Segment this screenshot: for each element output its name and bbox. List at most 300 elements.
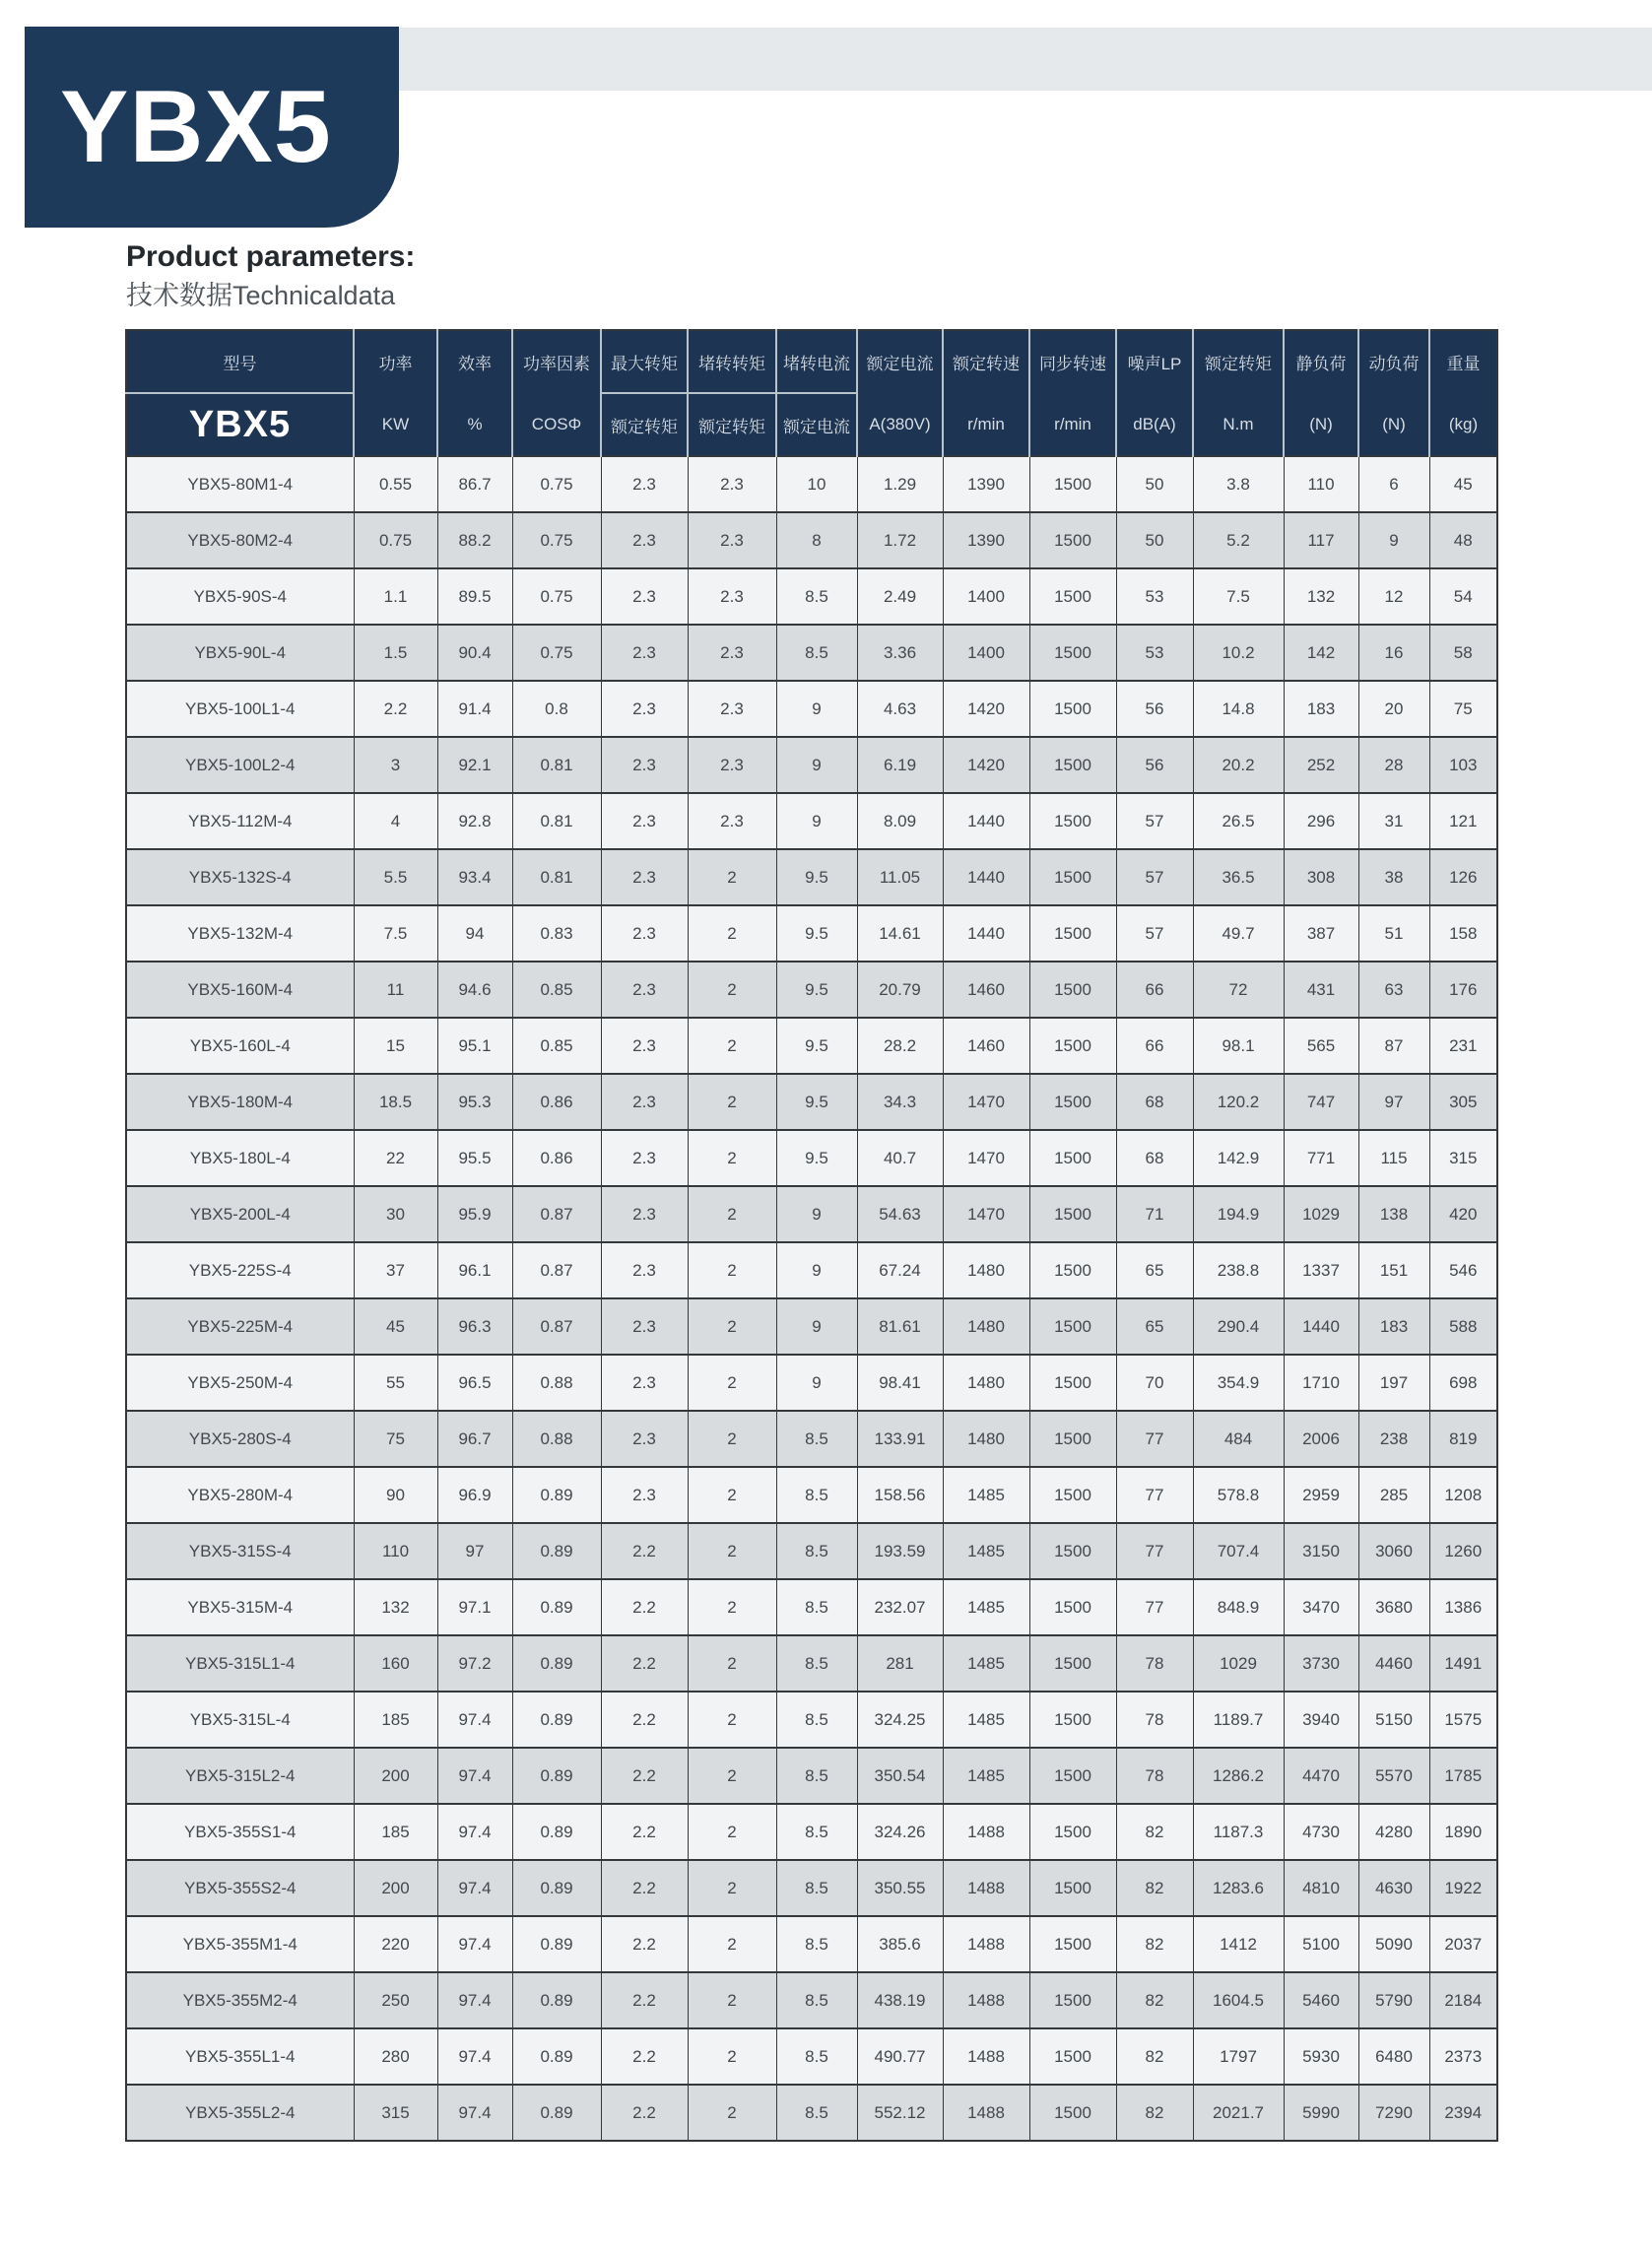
value-cell: 2 [688,1692,776,1748]
value-cell: 4 [354,793,437,849]
value-cell: 126 [1429,849,1497,905]
series-logo-text: YBX5 [60,70,332,184]
value-cell: 2 [688,1579,776,1635]
col-unit-14: (kg) [1429,393,1497,456]
model-cell: YBX5-315L-4 [126,1692,354,1748]
value-cell: 0.85 [512,962,601,1018]
value-cell: 2.3 [601,1186,688,1242]
value-cell: 53 [1116,625,1193,681]
value-cell: 1480 [943,1242,1029,1298]
table-row [126,962,1497,1018]
value-cell: 1485 [943,1579,1029,1635]
value-cell: 1797 [1193,2028,1284,2085]
model-cell: YBX5-90S-4 [126,568,354,625]
value-cell: 6 [1358,456,1429,512]
value-cell: 1485 [943,1467,1029,1523]
value-cell: 1420 [943,681,1029,737]
value-cell: 698 [1429,1355,1497,1411]
value-cell: 8.5 [776,1579,857,1635]
value-cell: 350.55 [857,1860,943,1916]
value-cell: 2 [688,2085,776,2141]
value-cell: 28 [1358,737,1429,793]
value-cell: 315 [354,2085,437,2141]
value-cell: 93.4 [437,849,512,905]
value-cell: 238.8 [1193,1242,1284,1298]
value-cell: 1500 [1029,905,1116,962]
value-cell: 90 [354,1467,437,1523]
value-cell: 1440 [943,793,1029,849]
value-cell: 57 [1116,849,1193,905]
value-cell: 0.75 [512,456,601,512]
value-cell: 4810 [1284,1860,1358,1916]
value-cell: 1386 [1429,1579,1497,1635]
value-cell: 1500 [1029,1242,1116,1298]
value-cell: 96.7 [437,1411,512,1467]
value-cell: 185 [354,1692,437,1748]
value-cell: 115 [1358,1130,1429,1186]
model-cell: YBX5-180L-4 [126,1130,354,1186]
value-cell: 132 [1284,568,1358,625]
col-unit-5: 额定转矩 [688,393,776,456]
value-cell: 96.5 [437,1355,512,1411]
value-cell: 4630 [1358,1860,1429,1916]
value-cell: 142 [1284,625,1358,681]
value-cell: 9.5 [776,849,857,905]
value-cell: 9 [776,1186,857,1242]
value-cell: 2.2 [354,681,437,737]
value-cell: 3.8 [1193,456,1284,512]
value-cell: 1.72 [857,512,943,568]
model-cell: YBX5-80M2-4 [126,512,354,568]
value-cell: 2 [688,1074,776,1130]
value-cell: 7.5 [354,905,437,962]
model-cell: YBX5-112M-4 [126,793,354,849]
value-cell: 68 [1116,1130,1193,1186]
value-cell: 8.5 [776,1523,857,1579]
value-cell: 95.1 [437,1018,512,1074]
value-cell: 0.89 [512,1635,601,1692]
model-cell: YBX5-355S2-4 [126,1860,354,1916]
col-header-0: 型号 [126,330,354,393]
value-cell: 65 [1116,1298,1193,1355]
value-cell: 5.2 [1193,512,1284,568]
value-cell: 1260 [1429,1523,1497,1579]
value-cell: 2.2 [601,1579,688,1635]
value-cell: 771 [1284,1130,1358,1186]
value-cell: 9.5 [776,1074,857,1130]
value-cell: 2 [688,1298,776,1355]
value-cell: 2.3 [601,1467,688,1523]
value-cell: 1412 [1193,1916,1284,1972]
value-cell: 185 [354,1804,437,1860]
value-cell: 8.5 [776,1467,857,1523]
value-cell: 78 [1116,1748,1193,1804]
value-cell: 97 [437,1523,512,1579]
value-cell: 1500 [1029,625,1116,681]
value-cell: 1500 [1029,1804,1116,1860]
value-cell: 20 [1358,681,1429,737]
value-cell: 2.3 [601,737,688,793]
value-cell: 1500 [1029,1186,1116,1242]
value-cell: 1187.3 [1193,1804,1284,1860]
value-cell: 2.2 [601,1804,688,1860]
value-cell: 2006 [1284,1411,1358,1467]
model-cell: YBX5-200L-4 [126,1186,354,1242]
value-cell: 5990 [1284,2085,1358,2141]
value-cell: 1400 [943,625,1029,681]
series-logo-block [25,27,399,228]
value-cell: 0.88 [512,1411,601,1467]
value-cell: 160 [354,1635,437,1692]
model-cell: YBX5-315L1-4 [126,1635,354,1692]
value-cell: 96.1 [437,1242,512,1298]
table-row [126,1972,1497,2028]
value-cell: 197 [1358,1355,1429,1411]
value-cell: 110 [1284,456,1358,512]
value-cell: 11.05 [857,849,943,905]
col-unit-3: COSΦ [512,393,601,456]
col-header-8: 额定转速 [943,330,1029,393]
value-cell: 220 [354,1916,437,1972]
value-cell: 98.41 [857,1355,943,1411]
value-cell: 2.3 [601,793,688,849]
value-cell: 2.3 [688,512,776,568]
value-cell: 2.2 [601,1692,688,1748]
value-cell: 77 [1116,1579,1193,1635]
value-cell: 54 [1429,568,1497,625]
value-cell: 238 [1358,1411,1429,1467]
value-cell: 707.4 [1193,1523,1284,1579]
model-cell: YBX5-355M1-4 [126,1916,354,1972]
value-cell: 1189.7 [1193,1692,1284,1748]
value-cell: 8.5 [776,1748,857,1804]
value-cell: 1488 [943,1916,1029,1972]
value-cell: 1500 [1029,456,1116,512]
value-cell: 183 [1284,681,1358,737]
table-row [126,1860,1497,1916]
model-cell: YBX5-355L1-4 [126,2028,354,2085]
value-cell: 71 [1116,1186,1193,1242]
col-unit-12: (N) [1284,393,1358,456]
value-cell: 2 [688,905,776,962]
col-unit-9: r/min [1029,393,1116,456]
value-cell: 1485 [943,1692,1029,1748]
value-cell: 0.55 [354,456,437,512]
value-cell: 138 [1358,1186,1429,1242]
value-cell: 2.3 [601,1242,688,1298]
value-cell: 2.3 [688,625,776,681]
value-cell: 2 [688,1242,776,1298]
col-header-13: 动负荷 [1358,330,1429,393]
value-cell: 484 [1193,1411,1284,1467]
value-cell: 2.3 [688,568,776,625]
value-cell: 8.5 [776,568,857,625]
col-header-7: 额定电流 [857,330,943,393]
value-cell: 50 [1116,512,1193,568]
value-cell: 2 [688,1411,776,1467]
table-row [126,1523,1497,1579]
value-cell: 97.1 [437,1579,512,1635]
value-cell: 4460 [1358,1635,1429,1692]
value-cell: 5090 [1358,1916,1429,1972]
value-cell: 82 [1116,1804,1193,1860]
value-cell: 232.07 [857,1579,943,1635]
value-cell: 45 [1429,456,1497,512]
value-cell: 1500 [1029,793,1116,849]
value-cell: 97.4 [437,1860,512,1916]
value-cell: 94 [437,905,512,962]
value-cell: 0.83 [512,905,601,962]
value-cell: 2.3 [601,1298,688,1355]
table-row [126,905,1497,962]
value-cell: 0.86 [512,1074,601,1130]
value-cell: 8.5 [776,1972,857,2028]
value-cell: 96.3 [437,1298,512,1355]
value-cell: 92.8 [437,793,512,849]
value-cell: 2 [688,1916,776,1972]
table-row [126,625,1497,681]
value-cell: 1485 [943,1748,1029,1804]
value-cell: 103 [1429,737,1497,793]
table-row [126,512,1497,568]
value-cell: 1604.5 [1193,1972,1284,2028]
value-cell: 2 [688,1635,776,1692]
value-cell: 8.5 [776,1916,857,1972]
value-cell: 8 [776,512,857,568]
value-cell: 2 [688,1860,776,1916]
value-cell: 2.3 [601,1411,688,1467]
value-cell: 1390 [943,512,1029,568]
value-cell: 10 [776,456,857,512]
value-cell: 97 [1358,1074,1429,1130]
value-cell: 0.89 [512,1972,601,2028]
value-cell: 2184 [1429,1972,1497,2028]
value-cell: 9.5 [776,1130,857,1186]
value-cell: 86.7 [437,456,512,512]
value-cell: 56 [1116,681,1193,737]
value-cell: 588 [1429,1298,1497,1355]
value-cell: 0.75 [512,625,601,681]
value-cell: 2.49 [857,568,943,625]
model-cell: YBX5-80M1-4 [126,456,354,512]
value-cell: 132 [354,1579,437,1635]
value-cell: 4280 [1358,1804,1429,1860]
value-cell: 1500 [1029,1355,1116,1411]
value-cell: 77 [1116,1467,1193,1523]
value-cell: 1500 [1029,1972,1116,2028]
value-cell: 296 [1284,793,1358,849]
value-cell: 7290 [1358,2085,1429,2141]
value-cell: 0.81 [512,793,601,849]
value-cell: 1470 [943,1186,1029,1242]
value-cell: 3.36 [857,625,943,681]
value-cell: 1500 [1029,1916,1116,1972]
value-cell: 1491 [1429,1635,1497,1692]
value-cell: 0.81 [512,737,601,793]
model-cell: YBX5-90L-4 [126,625,354,681]
value-cell: 354.9 [1193,1355,1284,1411]
value-cell: 1480 [943,1411,1029,1467]
value-cell: 8.5 [776,1860,857,1916]
value-cell: 2.3 [688,793,776,849]
value-cell: 2.3 [688,737,776,793]
value-cell: 97.4 [437,1972,512,2028]
value-cell: 2.3 [601,568,688,625]
value-cell: 91.4 [437,681,512,737]
col-unit-8: r/min [943,393,1029,456]
value-cell: 1890 [1429,1804,1497,1860]
value-cell: 2.3 [601,1130,688,1186]
col-header-9: 同步转速 [1029,330,1116,393]
value-cell: 1485 [943,1635,1029,1692]
value-cell: 0.89 [512,1467,601,1523]
value-cell: 38 [1358,849,1429,905]
table-row [126,1186,1497,1242]
value-cell: 2 [688,1972,776,2028]
value-cell: 37 [354,1242,437,1298]
value-cell: 9 [1358,512,1429,568]
value-cell: 2 [688,1804,776,1860]
value-cell: 308 [1284,849,1358,905]
value-cell: 1286.2 [1193,1748,1284,1804]
value-cell: 2 [688,962,776,1018]
col-header-11: 额定转矩 [1193,330,1284,393]
value-cell: 1500 [1029,849,1116,905]
value-cell: 1500 [1029,1411,1116,1467]
value-cell: 151 [1358,1242,1429,1298]
model-cell: YBX5-160L-4 [126,1018,354,1074]
value-cell: 55 [354,1355,437,1411]
value-cell: 385.6 [857,1916,943,1972]
value-cell: 9.5 [776,962,857,1018]
value-cell: 1500 [1029,1860,1116,1916]
col-unit-6: 额定电流 [776,393,857,456]
value-cell: 2.2 [601,2085,688,2141]
value-cell: 5150 [1358,1692,1429,1748]
value-cell: 1400 [943,568,1029,625]
value-cell: 89.5 [437,568,512,625]
value-cell: 97.4 [437,1804,512,1860]
model-cell: YBX5-225M-4 [126,1298,354,1355]
value-cell: 1.5 [354,625,437,681]
value-cell: 3150 [1284,1523,1358,1579]
value-cell: 0.88 [512,1355,601,1411]
value-cell: 20.2 [1193,737,1284,793]
col-header-12: 静负荷 [1284,330,1358,393]
value-cell: 16 [1358,625,1429,681]
value-cell: 8.5 [776,1692,857,1748]
col-unit-11: N.m [1193,393,1284,456]
value-cell: 1480 [943,1355,1029,1411]
value-cell: 12 [1358,568,1429,625]
value-cell: 2 [688,1018,776,1074]
value-cell: 95.9 [437,1186,512,1242]
model-cell: YBX5-355M2-4 [126,1972,354,2028]
value-cell: 280 [354,2028,437,2085]
value-cell: 848.9 [1193,1579,1284,1635]
value-cell: 65 [1116,1242,1193,1298]
value-cell: 22 [354,1130,437,1186]
value-cell: 57 [1116,793,1193,849]
value-cell: 1488 [943,1860,1029,1916]
value-cell: 75 [354,1411,437,1467]
value-cell: 1500 [1029,1635,1116,1692]
value-cell: 1420 [943,737,1029,793]
value-cell: 4470 [1284,1748,1358,1804]
table-row [126,2028,1497,2085]
value-cell: 1500 [1029,1130,1116,1186]
value-cell: 1485 [943,1523,1029,1579]
value-cell: 431 [1284,962,1358,1018]
value-cell: 81.61 [857,1298,943,1355]
value-cell: 2.3 [601,1074,688,1130]
value-cell: 565 [1284,1018,1358,1074]
value-cell: 9 [776,1242,857,1298]
table-row [126,1467,1497,1523]
value-cell: 1208 [1429,1467,1497,1523]
value-cell: 2.2 [601,1523,688,1579]
value-cell: 315 [1429,1130,1497,1186]
value-cell: 50 [1116,456,1193,512]
value-cell: 34.3 [857,1074,943,1130]
value-cell: 0.81 [512,849,601,905]
value-cell: 67.24 [857,1242,943,1298]
value-cell: 0.86 [512,1130,601,1186]
value-cell: 121 [1429,793,1497,849]
value-cell: 95.3 [437,1074,512,1130]
value-cell: 2.3 [601,456,688,512]
value-cell: 2394 [1429,2085,1497,2141]
value-cell: 1283.6 [1193,1860,1284,1916]
table-row [126,568,1497,625]
model-cell: YBX5-132M-4 [126,905,354,962]
value-cell: 9.5 [776,1018,857,1074]
value-cell: 2.2 [601,1635,688,1692]
model-cell: YBX5-132S-4 [126,849,354,905]
value-cell: 1500 [1029,1692,1116,1748]
value-cell: 3730 [1284,1635,1358,1692]
value-cell: 1470 [943,1130,1029,1186]
value-cell: 0.85 [512,1018,601,1074]
value-cell: 95.5 [437,1130,512,1186]
col-header-5: 堵转转矩 [688,330,776,393]
value-cell: 9 [776,1355,857,1411]
value-cell: 82 [1116,1916,1193,1972]
value-cell: 1500 [1029,1298,1116,1355]
value-cell: 4.63 [857,681,943,737]
header-accent-bar [399,28,1652,91]
value-cell: 7.5 [1193,568,1284,625]
value-cell: 2.3 [601,962,688,1018]
value-cell: 2959 [1284,1467,1358,1523]
value-cell: 2037 [1429,1916,1497,1972]
value-cell: 1500 [1029,1018,1116,1074]
value-cell: 1029 [1284,1186,1358,1242]
value-cell: 2 [688,1130,776,1186]
value-cell: 53 [1116,568,1193,625]
value-cell: 176 [1429,962,1497,1018]
value-cell: 0.89 [512,2028,601,2085]
value-cell: 8.09 [857,793,943,849]
value-cell: 3 [354,737,437,793]
value-cell: 3060 [1358,1523,1429,1579]
table-row [126,456,1497,512]
section-title-en: Product parameters: [126,240,416,273]
value-cell: 8.5 [776,625,857,681]
value-cell: 57 [1116,905,1193,962]
value-cell: 200 [354,1748,437,1804]
model-cell: YBX5-315L2-4 [126,1748,354,1804]
